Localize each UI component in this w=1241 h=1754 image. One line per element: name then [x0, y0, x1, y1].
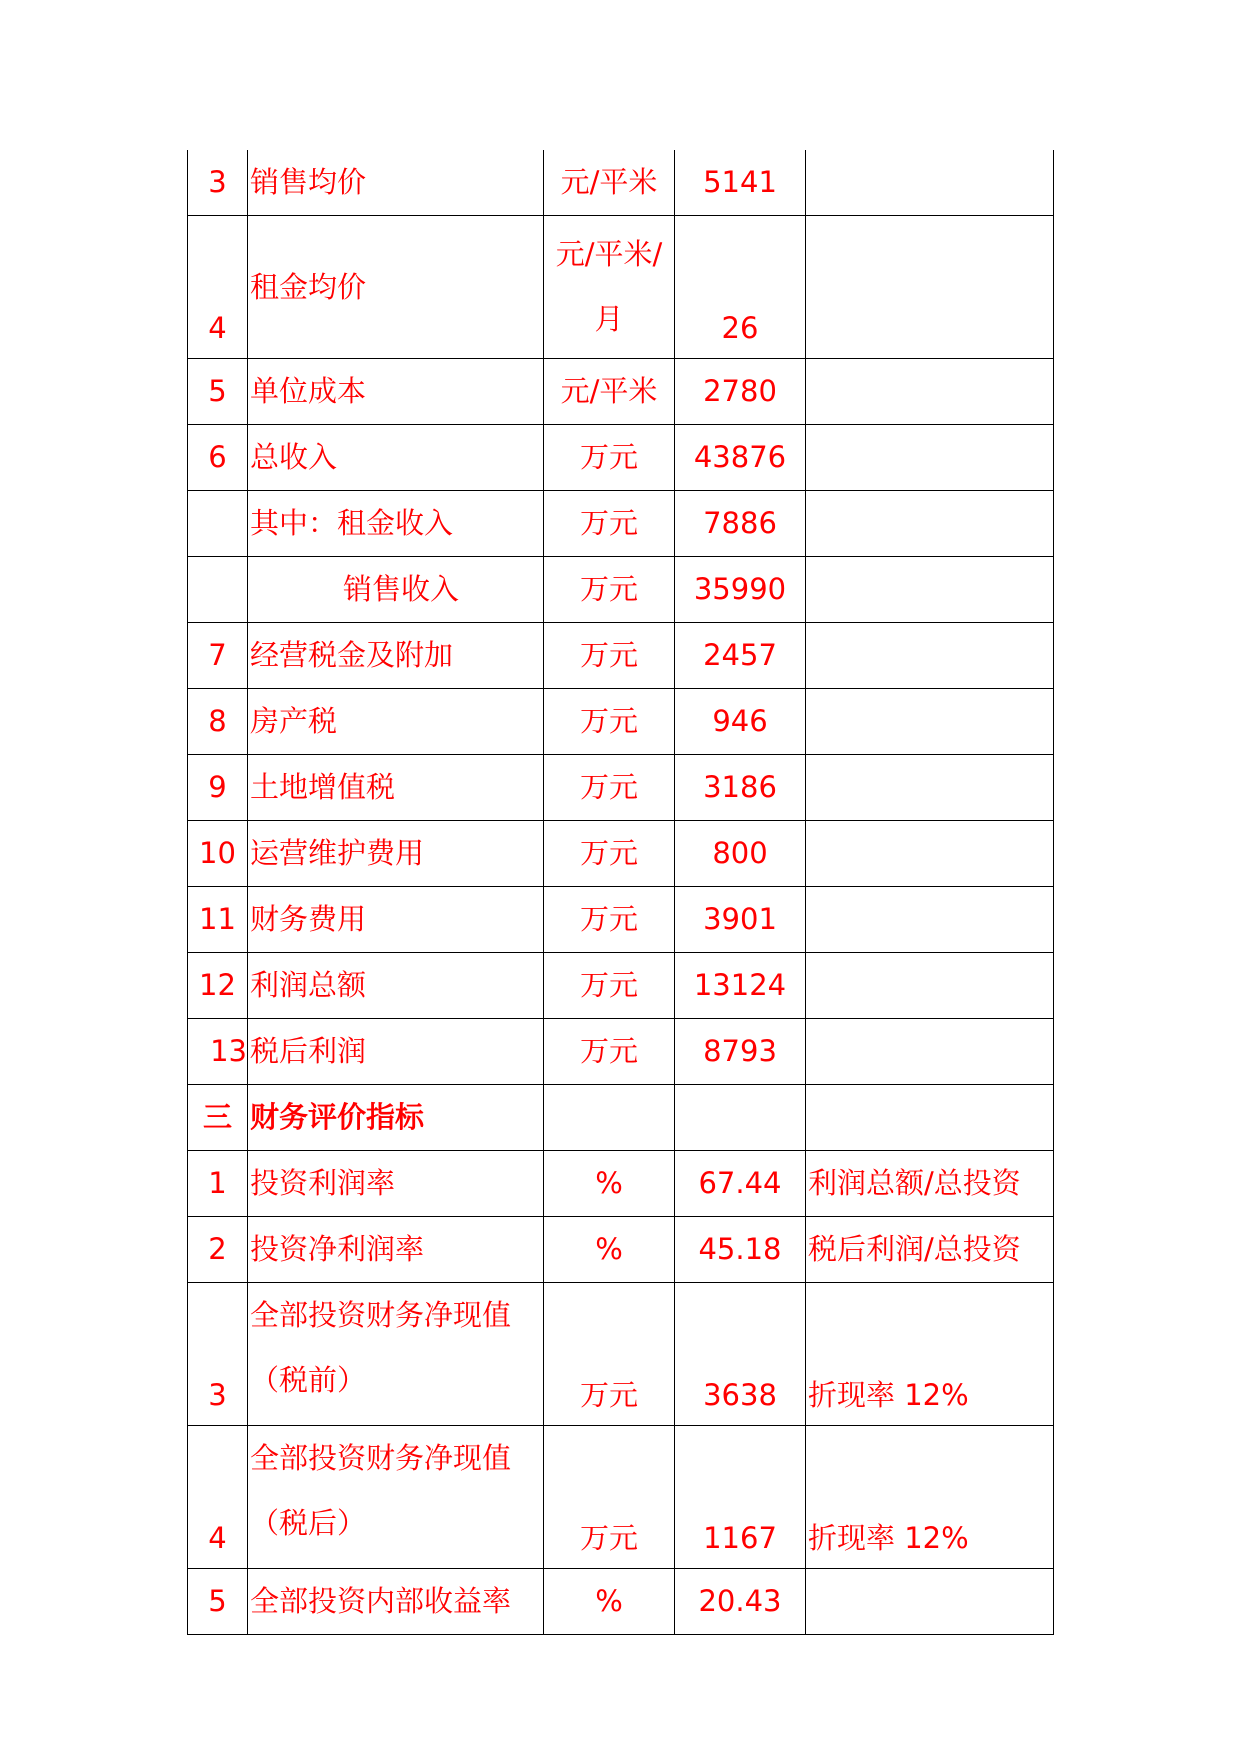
row-note [806, 755, 1054, 821]
section-number: 三 [188, 1085, 248, 1151]
table-row [188, 359, 1054, 425]
row-item: 全部投资财务净现值（税前） [248, 1283, 544, 1426]
row-note [806, 953, 1054, 1019]
row-item: 投资净利润率 [248, 1217, 544, 1283]
row-value [675, 1085, 806, 1151]
table-row [188, 623, 1054, 689]
row-value: 800 [675, 821, 806, 887]
table-row [188, 150, 1054, 216]
table-row [188, 953, 1054, 1019]
row-unit: % [544, 1569, 675, 1635]
table-row [188, 1283, 1054, 1426]
row-value: 26 [675, 216, 806, 359]
row-unit: 万元 [544, 1019, 675, 1085]
row-number: 6 [188, 425, 248, 491]
row-item: 销售收入 [248, 557, 544, 623]
row-unit: 万元 [544, 821, 675, 887]
row-value: 946 [675, 689, 806, 755]
row-item: 全部投资内部收益率 [248, 1569, 544, 1635]
row-number [188, 491, 248, 557]
row-number: 10 [188, 821, 248, 887]
row-number: 11 [188, 887, 248, 953]
row-note [806, 689, 1054, 755]
row-note [806, 425, 1054, 491]
row-unit: % [544, 1151, 675, 1217]
row-unit: 万元 [544, 491, 675, 557]
row-note [806, 887, 1054, 953]
row-item: 土地增值税 [248, 755, 544, 821]
row-number: 4 [188, 216, 248, 359]
row-value: 45.18 [675, 1217, 806, 1283]
row-number: 3 [188, 1283, 248, 1426]
row-number: 7 [188, 623, 248, 689]
row-number: 5 [188, 359, 248, 425]
row-value: 3186 [675, 755, 806, 821]
row-value: 7886 [675, 491, 806, 557]
row-unit: 万元 [544, 755, 675, 821]
row-value: 35990 [675, 557, 806, 623]
row-number: 9 [188, 755, 248, 821]
row-number: 12 [188, 953, 248, 1019]
row-number: 3 [188, 150, 248, 216]
table-row [188, 1569, 1054, 1635]
row-unit: 元/平米/月 [544, 216, 675, 359]
row-unit: 万元 [544, 887, 675, 953]
row-note: 利润总额/总投资 [806, 1151, 1054, 1217]
row-item: 总收入 [248, 425, 544, 491]
row-value: 3901 [675, 887, 806, 953]
table-row [188, 425, 1054, 491]
row-value: 3638 [675, 1283, 806, 1426]
row-item: 销售均价 [248, 150, 544, 216]
row-note [806, 557, 1054, 623]
row-note [806, 821, 1054, 887]
table-row [188, 689, 1054, 755]
row-unit: 元/平米 [544, 150, 675, 216]
row-note [806, 491, 1054, 557]
row-value: 67.44 [675, 1151, 806, 1217]
section-title: 财务评价指标 [248, 1085, 544, 1151]
row-number: 2 [188, 1217, 248, 1283]
row-item: 投资利润率 [248, 1151, 544, 1217]
row-note: 税后利润/总投资 [806, 1217, 1054, 1283]
row-unit: 万元 [544, 557, 675, 623]
row-note [806, 1019, 1054, 1085]
row-note [806, 1085, 1054, 1151]
row-item: 单位成本 [248, 359, 544, 425]
row-unit: 万元 [544, 1283, 675, 1426]
row-unit: 万元 [544, 425, 675, 491]
row-number: 13 [188, 1019, 248, 1085]
table-row [188, 557, 1054, 623]
row-unit: 万元 [544, 623, 675, 689]
row-value: 1167 [675, 1426, 806, 1569]
row-note [806, 623, 1054, 689]
row-note [806, 216, 1054, 359]
row-item: 利润总额 [248, 953, 544, 1019]
row-value: 5141 [675, 150, 806, 216]
row-item: 经营税金及附加 [248, 623, 544, 689]
row-unit: % [544, 1217, 675, 1283]
table-row [188, 1217, 1054, 1283]
row-item: 租金均价 [248, 216, 544, 359]
row-number: 8 [188, 689, 248, 755]
row-unit: 万元 [544, 953, 675, 1019]
row-note: 折现率 12% [806, 1283, 1054, 1426]
row-unit: 元/平米 [544, 359, 675, 425]
row-item: 全部投资财务净现值（税后） [248, 1426, 544, 1569]
table-row [188, 491, 1054, 557]
table-row [188, 1151, 1054, 1217]
row-value: 2780 [675, 359, 806, 425]
row-note [806, 150, 1054, 216]
row-value: 2457 [675, 623, 806, 689]
row-value: 13124 [675, 953, 806, 1019]
row-item: 其中：租金收入 [248, 491, 544, 557]
section-header-row [188, 1085, 1054, 1151]
financial-table [187, 150, 1054, 1635]
row-note [806, 1569, 1054, 1635]
table-row [188, 887, 1054, 953]
row-unit: 万元 [544, 1426, 675, 1569]
row-item: 财务费用 [248, 887, 544, 953]
row-number: 5 [188, 1569, 248, 1635]
row-unit: 万元 [544, 689, 675, 755]
table-row [188, 1426, 1054, 1569]
row-number: 1 [188, 1151, 248, 1217]
row-value: 8793 [675, 1019, 806, 1085]
table-row [188, 216, 1054, 359]
row-number: 4 [188, 1426, 248, 1569]
row-item: 运营维护费用 [248, 821, 544, 887]
table-row [188, 821, 1054, 887]
row-note [806, 359, 1054, 425]
row-item: 房产税 [248, 689, 544, 755]
table-row [188, 1019, 1054, 1085]
row-unit [544, 1085, 675, 1151]
row-number [188, 557, 248, 623]
row-note: 折现率 12% [806, 1426, 1054, 1569]
row-item: 税后利润 [248, 1019, 544, 1085]
row-value: 20.43 [675, 1569, 806, 1635]
table-row [188, 755, 1054, 821]
row-value: 43876 [675, 425, 806, 491]
